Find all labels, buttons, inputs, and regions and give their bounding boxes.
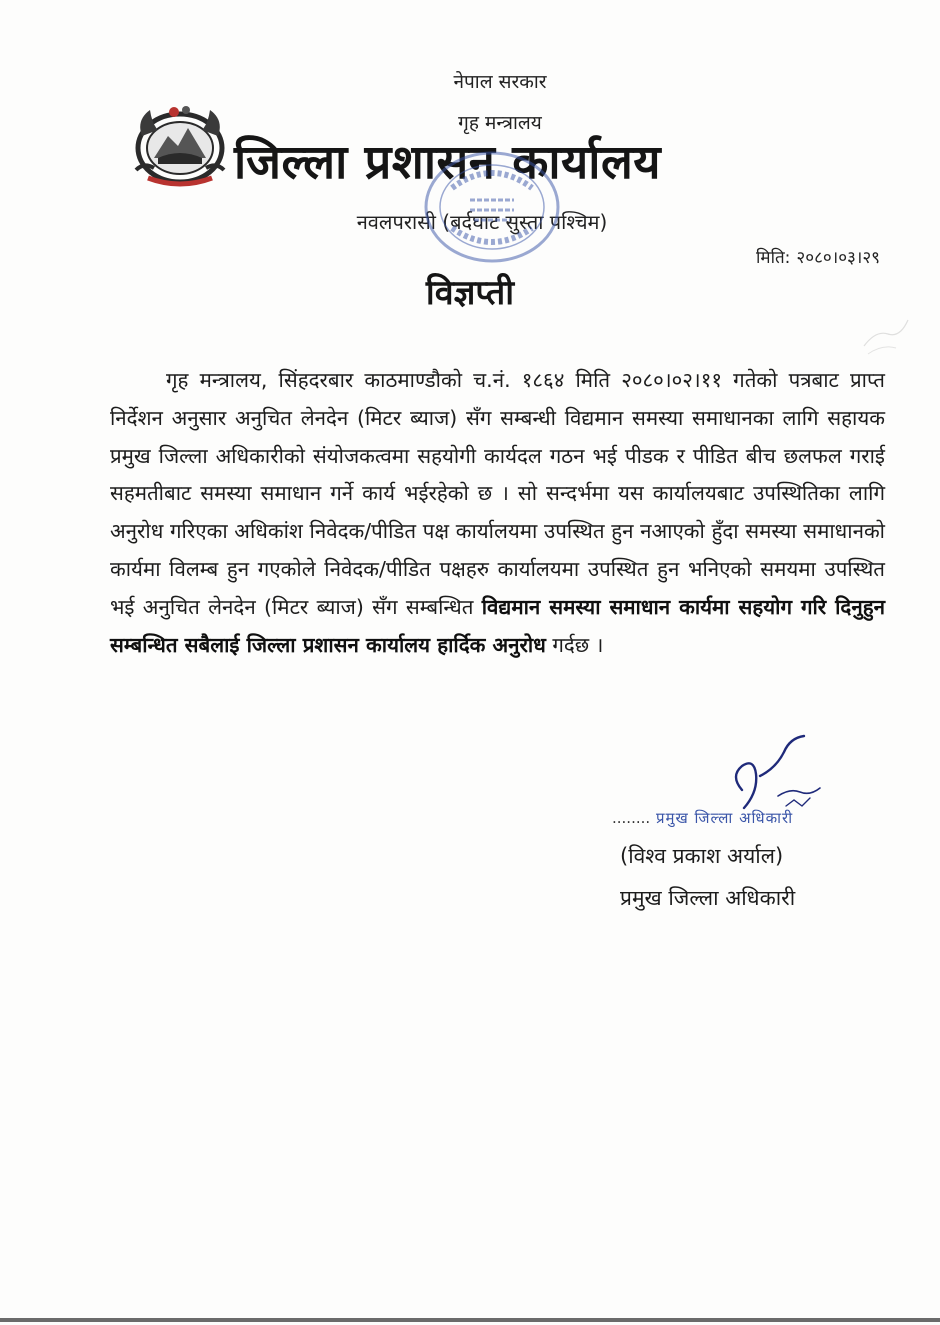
- signature-stamp: ........ प्रमुख जिल्ला अधिकारी: [612, 809, 794, 827]
- notice-title: विज्ञप्ती: [425, 273, 515, 313]
- signer-title: प्रमुख जिल्ला अधिकारी: [620, 886, 796, 910]
- office-stamp-icon: [422, 148, 562, 266]
- body-closing: गर्दछ ।: [552, 632, 604, 657]
- notice-body: [110, 362, 885, 664]
- date-line: [756, 245, 880, 268]
- date-value: २०८०।०३।२९: [796, 248, 880, 268]
- office-title: जिल्ला प्रशासन कार्यालय: [234, 135, 662, 190]
- faint-handwriting-mark: [858, 300, 914, 360]
- signature-stamp-text: प्रमुख जिल्ला अधिकारी: [655, 809, 794, 827]
- ministry-name: गृह मन्त्रालय: [458, 112, 542, 134]
- body-text: गृह मन्त्रालय, सिंहदरबार काठमाण्डौको च.नं. १८६४ मिति २०८०।०२।११ गतेको पत्रबाट प्राप्त निर्देशन अनुसार अनुचित लेनदेन (मिटर ब्याज) सँग सम्बन्धी विद्यमान समस्या समाधानका लागि सहायक प्रमुख जिल्ला अधिकारीको संयोजकत्वमा सहयोगी कार्यदल गठन भई पीडक र पीडित बीच छलफल गराई सहमतीबाट समस्या समाधान गर्ने कार्य भईरहेको छ । सो सन्दर्भमा यस कार्यालयबाट उपस्थितिका लागि अनुरोध गरिएका अधिकांश निवेदक/पीडित पक्ष कार्यालयमा उपस्थित हुन नआएको हुँदा समस्या समाधानको कार्यमा विलम्ब हुन गएकोले निवेदक/पीडित पक्षहरु कार्यालयमा उपस्थित हुन भनिएको समयमा उपस्थित भई अनुचित लेनदेन (मिटर ब्याज) सँग सम्बन्धित: [110, 368, 885, 619]
- signer-name: (विश्व प्रकाश अर्याल): [620, 844, 784, 868]
- government-name: नेपाल सरकार: [453, 71, 547, 93]
- date-label: मिति:: [756, 248, 791, 268]
- nepal-emblem-icon: [128, 100, 232, 188]
- body-emphasis: विद्यमान समस्या समाधान कार्यमा सहयोग गरि दिनुहुन सम्बन्धित सबैलाई जिल्ला प्रशासन कार्यालय हार्दिक अनुरोध: [110, 594, 885, 657]
- bottom-rule: [0, 1318, 940, 1322]
- district-text: नवलपरासी (बर्दघाट सुस्ता पश्चिम): [356, 210, 608, 234]
- handwritten-signature-icon: [720, 730, 840, 820]
